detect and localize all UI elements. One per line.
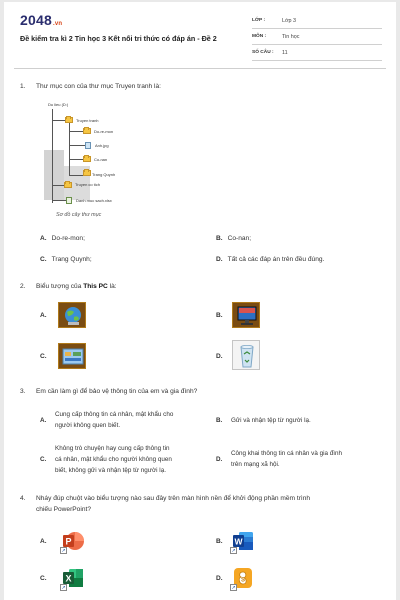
folder-tree-figure — [40, 102, 190, 210]
shortcut-arrow-icon: ↗ — [61, 585, 66, 591]
q2-option-a[interactable]: A. — [40, 312, 47, 319]
q4-option-b[interactable]: B. — [216, 538, 223, 545]
q4-option-d[interactable]: D. — [216, 575, 223, 582]
question-1: 1. Thư mục con của thư mục Truyen tranh là: — [20, 83, 162, 90]
q2-option-d[interactable]: D. — [216, 353, 223, 360]
svg-text:P: P — [65, 536, 72, 547]
figure-caption: Sơ đồ cây thư mục — [56, 212, 102, 218]
meta-row-class: LỚP : Lớp 3 — [252, 13, 382, 29]
q4-option-c[interactable]: C. — [40, 575, 47, 582]
control-panel-icon[interactable] — [58, 343, 86, 369]
q1-option-c[interactable]: C. Trang Quynh; — [40, 256, 92, 263]
q1-option-a[interactable]: A. Do-re-mon; — [40, 235, 85, 242]
shortcut-arrow-icon: ↗ — [231, 585, 236, 591]
recycle-bin-icon[interactable] — [232, 340, 260, 370]
excel-icon[interactable] — [62, 567, 84, 589]
tree-item-label: Danh muc sach.xlsx — [76, 198, 112, 203]
shortcut-arrow-icon: ↗ — [61, 548, 66, 554]
q1-option-d[interactable]: D. Tất cả các đáp án trên đều đúng. — [216, 256, 325, 263]
powerpoint-icon[interactable] — [62, 530, 84, 552]
tree-item-label: Co-nan — [94, 157, 108, 162]
tree-item-label: Do-re-mon — [94, 129, 114, 134]
folder-icon — [64, 182, 72, 188]
q4-option-a[interactable]: A. — [40, 538, 47, 545]
site-logo[interactable]: 2048.vn — [20, 12, 63, 28]
q3-option-d[interactable]: D. Công khai thông tin cá nhân và gia đình trên mạng xã hội. — [216, 450, 342, 468]
folder-icon — [83, 156, 91, 162]
exam-meta — [252, 13, 382, 61]
page-title: Đề kiểm tra kì 2 Tin học 3 Kết nối tri thức có đáp án - Đề 2 — [20, 34, 217, 43]
q3-option-c[interactable]: C. Không trò chuyện hay cung cấp thông tin cá nhân, mật khẩu cho người không quen biết, không gửi và nhận tệp từ người lạ. — [40, 445, 172, 474]
tree-root-label: Du lieu (D:) — [48, 102, 69, 107]
computer-monitor-icon[interactable] — [232, 302, 260, 328]
q2-option-c[interactable]: C. — [40, 353, 47, 360]
meta-row-count: SỐ CÂU : 11 — [252, 45, 382, 61]
figure-decoration — [44, 150, 64, 200]
shortcut-arrow-icon: ↗ — [231, 548, 236, 554]
word-icon[interactable] — [232, 530, 254, 552]
svg-text:S: S — [240, 577, 246, 584]
tree-item-label: Anh.jpg — [95, 143, 109, 148]
folder-icon — [83, 170, 91, 176]
scratch-icon[interactable] — [232, 567, 254, 589]
meta-row-subject: MÔN : Tin học — [252, 29, 382, 45]
exam-page — [4, 2, 396, 600]
page-header — [4, 2, 396, 64]
image-file-icon — [85, 142, 91, 149]
network-globe-icon[interactable] — [58, 302, 86, 328]
q3-option-b[interactable]: B. Gửi và nhận tệp từ người lạ. — [216, 417, 311, 424]
svg-text:W: W — [234, 536, 243, 547]
question-4: 4. Nháy đúp chuột vào biểu tượng nào sau đây trên màn hình nền để khởi động phần mềm trình chiếu PowerPoint? — [20, 495, 311, 513]
tree-item-label: Trang Quynh — [92, 172, 116, 177]
svg-text:X: X — [65, 573, 72, 584]
q2-option-b[interactable]: B. — [216, 312, 223, 319]
tree-item-label: Truyen tranh — [76, 118, 99, 123]
tree-item-label: Truyen co tich — [75, 182, 100, 187]
question-2: 2. Biểu tượng của This PC là: — [20, 283, 117, 290]
folder-icon — [83, 128, 91, 134]
q3-option-a[interactable]: A. Cung cấp thông tin cá nhân, mật khẩu cho người không quen biết. — [40, 411, 174, 429]
spreadsheet-file-icon — [66, 197, 72, 204]
header-divider — [14, 68, 386, 69]
question-3: 3. Em cần làm gì để bảo vệ thông tin của em và gia đình? — [20, 388, 198, 395]
q1-option-b[interactable]: B. Co-nan; — [216, 235, 252, 242]
